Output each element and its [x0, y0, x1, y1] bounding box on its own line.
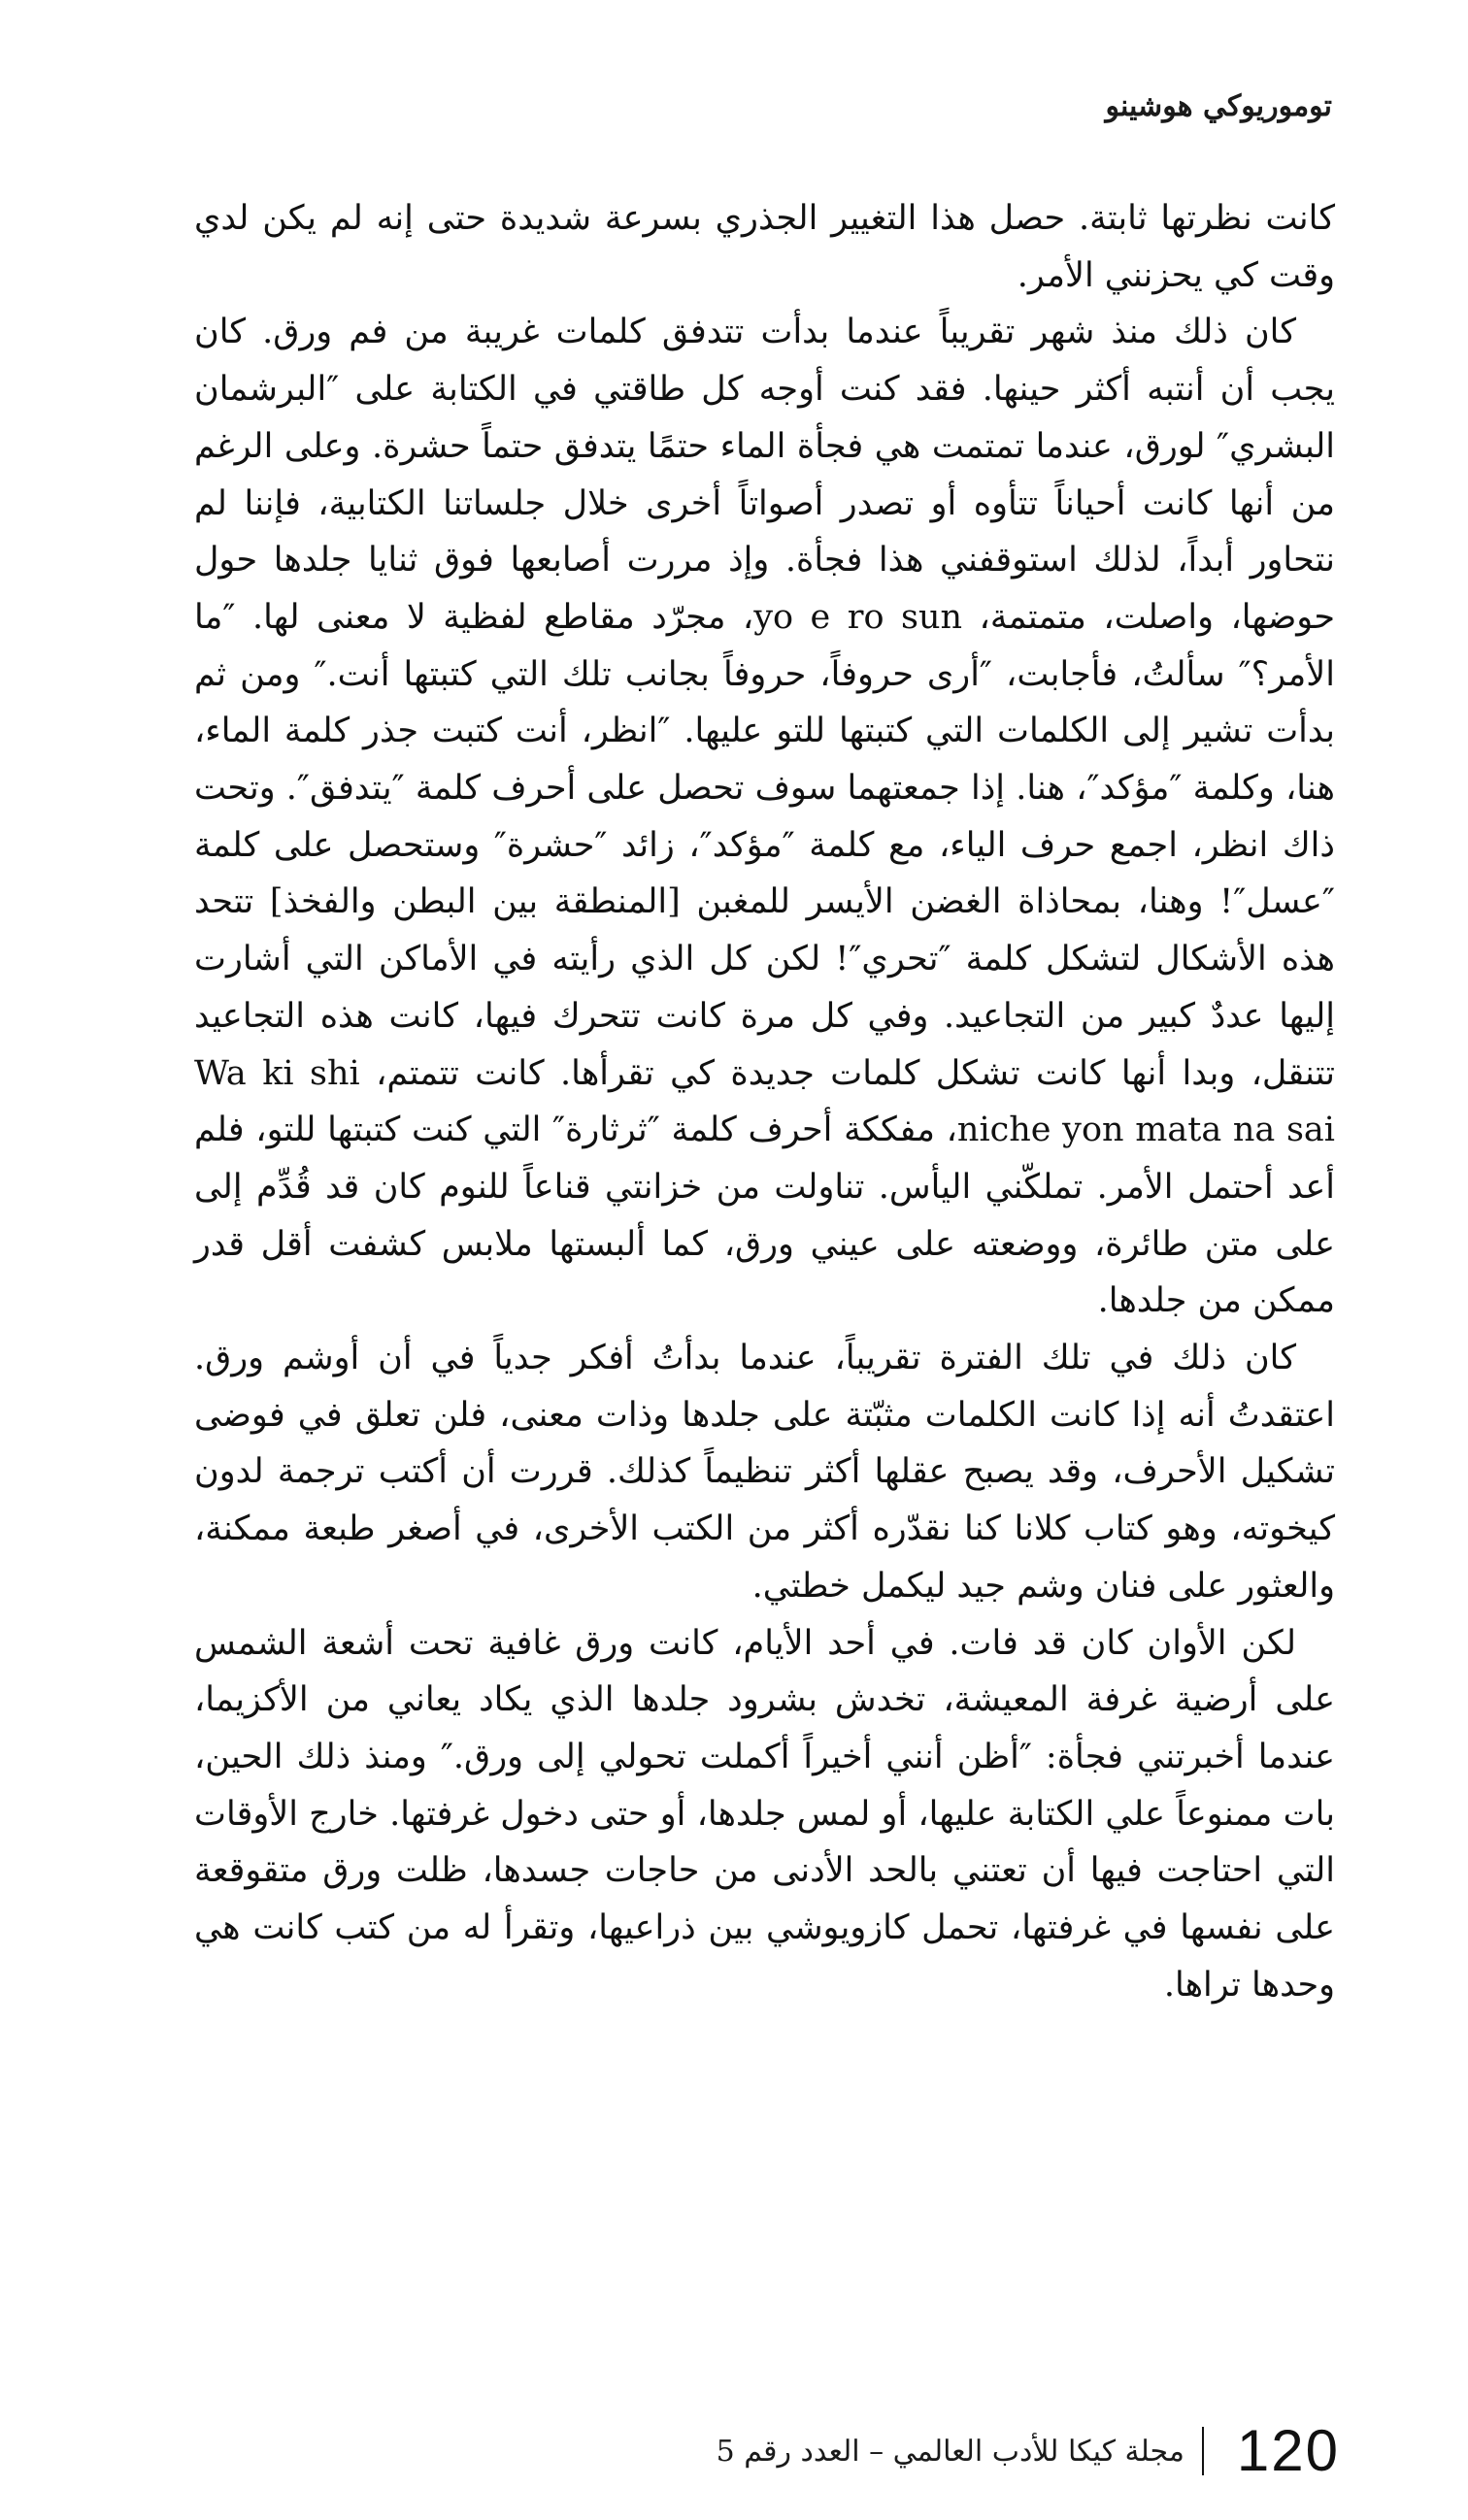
journal-name: مجلة كيكا للأدب العالمي – العدد رقم 5	[716, 2435, 1184, 2469]
paragraph-4: لكن الأوان كان قد فات. في أحد الأيام، كانت ورق غافية تحت أشعة الشمس على أرضية غرفة المعيشة، تخدش بشرود جلدها الذي يكاد يعاني من الأكزيما، عندما أخبرتني فجأة: ″أظن أنني أخيراً أكملت تحولي إلى ورق.″ ومنذ ذلك الحين، بات ممنوعاً علي الكتابة عليها، أو لمس جلدها، أو حتى دخول غرفتها. خارج الأوقات التي احتاجت فيها أن تعتني بالحد الأدنى من حاجات جسدها، ظلت ورق متقوقعة على نفسها في غرفتها، تحمل كازويوشي بين ذراعيها، وتقرأ له من كتب كانت هي وحدها تراها.	[194, 1623, 1335, 2005]
paragraph-1: كانت نظرتها ثابتة. حصل هذا التغيير الجذري بسرعة شديدة حتى إنه لم يكن لدي وقت كي يحزنني الأمر.	[194, 199, 1335, 295]
page-number: 120	[1236, 2418, 1340, 2483]
page-footer	[718, 2417, 1340, 2485]
paragraph-2: كان ذلك منذ شهر تقريباً عندما بدأت تتدفق كلمات غريبة من فم ورق. كان يجب أن أنتبه أكثر حينها. فقد كنت أوجه كل طاقتي في الكتابة على ″البرشمان البشري″ لورق، عندما تمتمت هي فجأة الماء حتمًا يتدفق حتماً حشرة. وعلى الرغم من أنها كانت أحياناً تتأوه أو تصدر أصواتاً أخرى خلال جلساتنا الكتابية، فإننا لم نتحاور أبداً، لذلك استوقفني هذا فجأة. وإذ مررت أصابعها فوق ثنايا جلدها حول حوضها، واصلت، متمتمة، yo e ro sun، مجرّد مقاطع لفظية لا معنى لها. ″ما الأمر؟″ سألتُ، فأجابت، ″أرى حروفاً، حروفاً بجانب تلك التي كتبتها أنت.″ ومن ثم بدأت تشير إلى الكلمات التي كتبتها للتو عليها. ″انظر، أنت كتبت جذر كلمة الماء، هنا، وكلمة ″مؤكد″، هنا. إذا جمعتهما سوف تحصل على أحرف كلمة ″يتدفق″. وتحت ذاك انظر، اجمع حرف الياء، مع كلمة ″مؤكد″، زائد ″حشرة″ وستحصل على كلمة ″عسل″! وهنا، بمحاذاة الغضن الأيسر للمغبن [المنطقة بين البطن والفخذ] تتحد هذه الأشكال لتشكل كلمة ″تحري″! لكن كل الذي رأيته في الأماكن التي أشارت إليها عددٌ كبير من التجاعيد. وفي كل مرة كانت تتحرك فيها، كانت هذه التجاعيد تتنقل، وبدا أنها كانت تشكل كلمات جديدة كي تقرأها. كانت تتمتم، Wa ki shi niche yon mata na sai، مفككة أحرف كلمة ″ثرثارة″ التي كنت كتبتها للتو، فلم أعد أحتمل الأمر. تملكّني اليأس. تناولت من خزانتي قناعاً للنوم كان قد قُدِّم إلى على متن طائرة، ووضعته على عيني ورق، كما ألبستها ملابس كشفت أقل قدر ممكن من جلدها.	[194, 313, 1336, 1321]
running-head-author: توموريوكي هوشينو	[1105, 89, 1332, 123]
paragraph-3: كان ذلك في تلك الفترة تقريباً، عندما بدأتُ أفكر جدياً في أن أوشم ورق. اعتقدتُ أنه إذا كانت الكلمات مثبّتة على جلدها وذات معنى، فلن تعلق في فوضى تشكيل الأحرف، وقد يصبح عقلها أكثر تنظيماً كذلك. قررت أن أكتب ترجمة لدون كيخوته، وهو كتاب كلانا كنا نقدّره أكثر من الكتب الأخرى، في أصغر طبعة ممكنة، والعثور على فنان وشم جيد ليكمل خطتي.	[194, 1339, 1335, 1606]
article-body	[194, 190, 1335, 2014]
footer-divider	[1202, 2427, 1204, 2475]
